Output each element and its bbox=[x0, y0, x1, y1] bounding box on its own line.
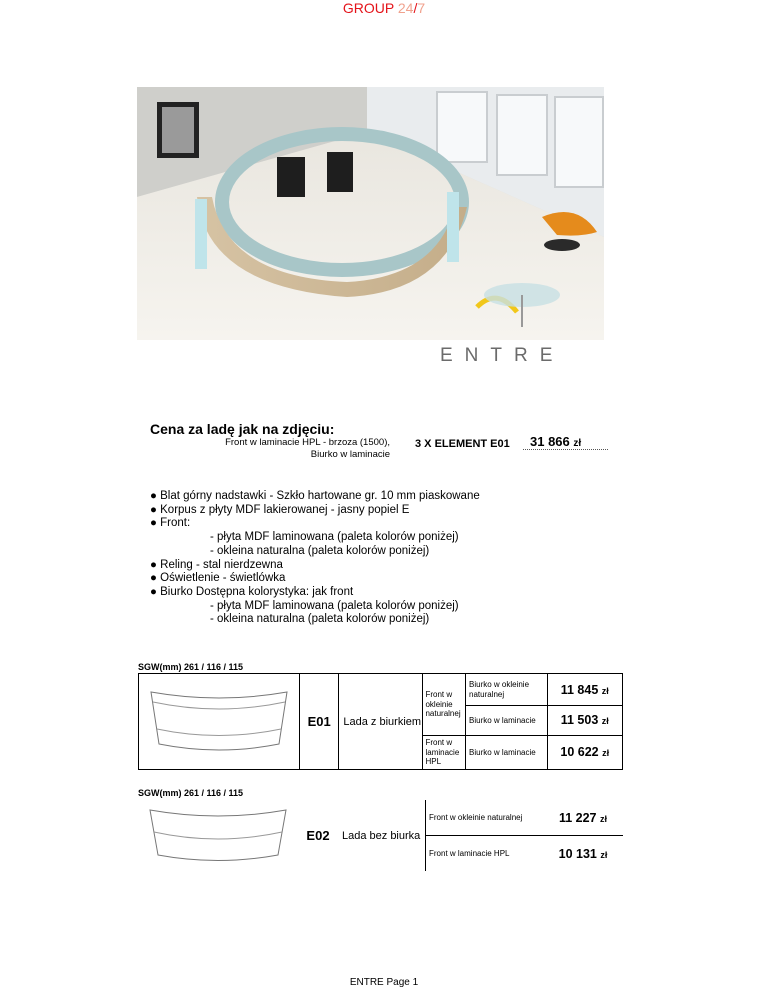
e01-price bbox=[547, 674, 622, 706]
e01-price-value: 11 845 bbox=[560, 682, 599, 697]
offer-front-line2: Biurko w laminacie bbox=[310, 449, 390, 460]
e01-desk-option: Biurko w laminacie bbox=[466, 735, 548, 769]
brand-logo bbox=[0, 0, 768, 16]
e01-code: E01 bbox=[300, 674, 339, 770]
feature-list bbox=[150, 490, 480, 627]
feature-subitem: - płyta MDF laminowana (paleta kolorów poniżej) bbox=[210, 531, 459, 544]
feature-item: ● Blat górny nadstawki - Szkło hartowane gr. 10 mm piaskowane bbox=[150, 490, 480, 502]
entre-logo: ENTRE bbox=[440, 345, 565, 366]
e02-dimensions: SGW(mm) 261 / 116 / 115 bbox=[138, 788, 244, 798]
e01-dimensions: SGW(mm) 261 / 116 / 115 bbox=[138, 662, 244, 672]
e02-price bbox=[543, 800, 623, 836]
e01-name: Lada z biurkiem bbox=[339, 674, 423, 770]
product-photo bbox=[137, 87, 604, 340]
brand-number-text: 24 bbox=[397, 0, 414, 16]
feature-item: ● Reling - stal nierdzewna bbox=[150, 558, 283, 571]
offer-total-price bbox=[530, 434, 615, 449]
feature-subitem: - okleina naturalna (paleta kolorów poniżej) bbox=[210, 613, 430, 626]
feature-item: ● Biurko Dostępna kolorystyka: jak front bbox=[150, 585, 354, 598]
offer-element-label: 3 X ELEMENT E01 bbox=[415, 438, 510, 450]
e01-desk-option: Biurko w okleinie naturalnej bbox=[466, 674, 548, 706]
e01-price-currency: zł bbox=[601, 685, 609, 696]
offer-front-line1: Front w laminacie HPL - brzoza (1500), bbox=[225, 437, 390, 448]
e01-front-hpl: Front w laminacie HPL bbox=[423, 735, 466, 769]
e02-price bbox=[543, 836, 623, 872]
e01-desk-option: Biurko w laminacie bbox=[466, 706, 548, 736]
e02-code: E02 bbox=[306, 828, 330, 843]
e02-option: Front w laminacie HPL bbox=[426, 836, 544, 872]
e01-price-currency: zł bbox=[602, 748, 610, 759]
offer-title: Cena za ladę jak na zdjęciu: bbox=[150, 421, 335, 437]
e01-price-value: 11 503 bbox=[560, 713, 599, 728]
feature-item: ● Korpus z płyty MDF lakierowanej - jasny popiel E bbox=[150, 503, 410, 516]
brand-seven-text: 7 bbox=[417, 0, 426, 16]
e01-price-table bbox=[138, 673, 623, 770]
brand-slash-text: / bbox=[413, 0, 418, 16]
e02-price-currency: zł bbox=[600, 849, 608, 860]
e02-price-currency: zł bbox=[600, 813, 608, 824]
e02-price-value: 10 131 bbox=[558, 846, 597, 861]
feature-item: ● Front: bbox=[150, 517, 191, 530]
e01-front-natural: Front w okleinie naturalnej bbox=[423, 674, 466, 736]
e01-drawing bbox=[139, 674, 300, 770]
feature-subitem: - okleina naturalna (paleta kolorów poniżej) bbox=[210, 544, 430, 557]
e02-name: Lada bez biurka bbox=[338, 800, 426, 871]
page-footer: ENTRE Page 1 bbox=[349, 977, 419, 988]
e01-price bbox=[547, 706, 622, 736]
feature-item: ● Oświetlenie - świetlówka bbox=[150, 572, 286, 585]
offer-front-description bbox=[190, 437, 390, 461]
offer-price-currency: zł bbox=[573, 438, 582, 449]
e02-option: Front w okleinie naturalnej bbox=[426, 800, 544, 836]
e02-price-table bbox=[138, 800, 623, 871]
e01-price-value: 10 622 bbox=[560, 745, 599, 760]
e02-price-value: 11 227 bbox=[558, 810, 597, 825]
offer-price-value: 31 866 bbox=[530, 434, 570, 449]
brand-group-text: GROUP bbox=[342, 0, 394, 16]
e01-price-currency: zł bbox=[601, 716, 609, 727]
e01-price bbox=[547, 735, 622, 769]
price-dotted-line bbox=[523, 449, 608, 450]
feature-subitem: - płyta MDF laminowana (paleta kolorów poniżej) bbox=[210, 599, 459, 612]
e02-drawing bbox=[138, 800, 298, 871]
